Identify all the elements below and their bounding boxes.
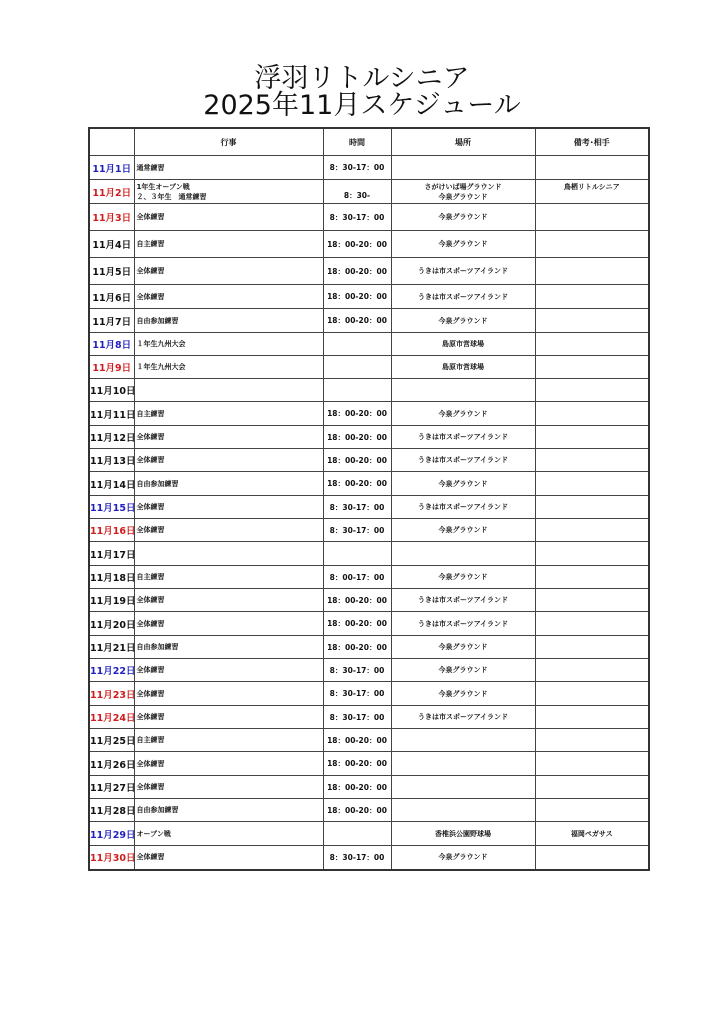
time-cell: 18：00-20：00 (323, 776, 391, 799)
note-cell (535, 636, 649, 659)
place-cell: 今泉グラウンド (391, 204, 535, 231)
note-cell (535, 449, 649, 472)
time-cell (323, 542, 391, 566)
place-cell (391, 542, 535, 566)
date-cell: 11月12日 (89, 426, 134, 449)
date-cell: 11月23日 (89, 682, 134, 706)
table-row (89, 496, 649, 519)
date-cell: 11月22日 (89, 659, 134, 682)
date-cell: 11月8日 (89, 333, 134, 356)
note-cell (535, 309, 649, 333)
date-cell: 11月1日 (89, 156, 134, 180)
table-row (89, 472, 649, 496)
place-cell (391, 776, 535, 799)
note-cell (535, 706, 649, 729)
event-cell: 全体練習 (134, 449, 323, 472)
table-row (89, 402, 649, 426)
time-cell: 18：00-20：00 (323, 729, 391, 752)
note-cell (535, 542, 649, 566)
event-cell: 全体練習 (134, 682, 323, 706)
note-cell (535, 402, 649, 426)
table-row (89, 706, 649, 729)
note-cell (535, 729, 649, 752)
date-cell: 11月20日 (89, 612, 134, 636)
document-title: 浮羽リトルシニア (254, 63, 470, 94)
time-cell: 18：00-20：00 (323, 612, 391, 636)
table-row (89, 729, 649, 752)
time-cell: 18：00-20：00 (323, 472, 391, 496)
place-cell: うきは市スポーツアイランド (391, 285, 535, 309)
time-cell: 8：30- (323, 180, 391, 204)
event-cell: 全体練習 (134, 846, 323, 870)
document-subtitle: 2025年11月スケジュール (203, 90, 521, 121)
time-cell: 8：30-17：00 (323, 682, 391, 706)
time-cell: 18：00-20：00 (323, 309, 391, 333)
place-cell: 今泉グラウンド (391, 682, 535, 706)
table-row (89, 379, 649, 402)
note-cell (535, 682, 649, 706)
event-cell: 自由参加練習 (134, 799, 323, 822)
time-cell: 18：00-20：00 (323, 258, 391, 285)
date-cell: 11月18日 (89, 566, 134, 589)
note-cell: 鳥栖リトルシニア (535, 180, 649, 204)
place-cell: うきは市スポーツアイランド (391, 426, 535, 449)
note-cell (535, 204, 649, 231)
note-cell (535, 612, 649, 636)
event-cell: 全体練習 (134, 612, 323, 636)
date-cell: 11月10日 (89, 379, 134, 402)
time-cell: 18：00-20：00 (323, 449, 391, 472)
date-cell: 11月14日 (89, 472, 134, 496)
table-row (89, 156, 649, 180)
table-row (89, 449, 649, 472)
event-cell: 全体練習 (134, 519, 323, 542)
table-row (89, 659, 649, 682)
note-cell (535, 566, 649, 589)
time-cell (323, 356, 391, 379)
place-cell: 今泉グラウンド (391, 636, 535, 659)
table-row (89, 612, 649, 636)
header-event: 行事 (134, 128, 323, 156)
place-cell: 香椎浜公園野球場 (391, 822, 535, 846)
event-cell: 1年生オープン戦 ２、３年生 通常練習 (134, 180, 323, 204)
event-cell: 自由参加練習 (134, 636, 323, 659)
time-cell: 18：00-20：00 (323, 589, 391, 612)
note-cell (535, 589, 649, 612)
header-row (89, 128, 649, 156)
schedule-body (89, 156, 649, 870)
header-place: 場所 (391, 128, 535, 156)
header-time: 時間 (323, 128, 391, 156)
time-cell: 8：30-17：00 (323, 204, 391, 231)
place-cell: 島原市営球場 (391, 356, 535, 379)
date-cell: 11月19日 (89, 589, 134, 612)
note-cell (535, 776, 649, 799)
place-cell: 今泉グラウンド (391, 231, 535, 258)
place-cell (391, 752, 535, 776)
date-cell: 11月9日 (89, 356, 134, 379)
header-note: 備考･相手 (535, 128, 649, 156)
event-cell (134, 542, 323, 566)
place-cell: 島原市営球場 (391, 333, 535, 356)
event-cell: 通常練習 (134, 156, 323, 180)
event-cell: １年生九州大会 (134, 356, 323, 379)
date-cell: 11月26日 (89, 752, 134, 776)
table-row (89, 752, 649, 776)
place-cell (391, 379, 535, 402)
table-row (89, 285, 649, 309)
table-row (89, 519, 649, 542)
time-cell (323, 822, 391, 846)
date-cell: 11月7日 (89, 309, 134, 333)
schedule-table (88, 127, 650, 871)
time-cell: 8：30-17：00 (323, 706, 391, 729)
table-row (89, 309, 649, 333)
event-cell: 自主練習 (134, 729, 323, 752)
event-cell: １年生九州大会 (134, 333, 323, 356)
table-row (89, 426, 649, 449)
time-cell: 18：00-20：00 (323, 231, 391, 258)
event-cell: 自主練習 (134, 566, 323, 589)
place-cell: うきは市スポーツアイランド (391, 258, 535, 285)
time-cell: 18：00-20：00 (323, 799, 391, 822)
table-row (89, 258, 649, 285)
event-cell: 全体練習 (134, 776, 323, 799)
event-cell: 全体練習 (134, 204, 323, 231)
event-cell: 全体練習 (134, 426, 323, 449)
date-cell: 11月11日 (89, 402, 134, 426)
time-cell: 18：00-20：00 (323, 636, 391, 659)
event-cell: 全体練習 (134, 589, 323, 612)
event-cell: オープン戦 (134, 822, 323, 846)
place-cell: 今泉グラウンド (391, 402, 535, 426)
place-cell: うきは市スポーツアイランド (391, 589, 535, 612)
date-cell: 11月15日 (89, 496, 134, 519)
table-row (89, 589, 649, 612)
date-cell: 11月5日 (89, 258, 134, 285)
date-cell: 11月25日 (89, 729, 134, 752)
note-cell (535, 659, 649, 682)
table-row (89, 682, 649, 706)
place-cell: 今泉グラウンド (391, 846, 535, 870)
time-cell: 8：30-17：00 (323, 659, 391, 682)
note-cell (535, 472, 649, 496)
note-cell (535, 258, 649, 285)
place-cell: うきは市スポーツアイランド (391, 706, 535, 729)
time-cell: 18：00-20：00 (323, 426, 391, 449)
table-row (89, 333, 649, 356)
date-cell: 11月21日 (89, 636, 134, 659)
event-cell: 自主練習 (134, 231, 323, 258)
table-row (89, 231, 649, 258)
table-row (89, 356, 649, 379)
event-cell: 全体練習 (134, 285, 323, 309)
date-cell: 11月3日 (89, 204, 134, 231)
note-cell (535, 231, 649, 258)
table-row (89, 566, 649, 589)
table-row (89, 636, 649, 659)
time-cell: 18：00-20：00 (323, 402, 391, 426)
place-cell: うきは市スポーツアイランド (391, 449, 535, 472)
table-row (89, 542, 649, 566)
note-cell (535, 799, 649, 822)
place-cell (391, 156, 535, 180)
date-cell: 11月4日 (89, 231, 134, 258)
note-cell (535, 379, 649, 402)
table-row (89, 822, 649, 846)
note-cell (535, 333, 649, 356)
date-cell: 11月28日 (89, 799, 134, 822)
time-cell: 18：00-20：00 (323, 285, 391, 309)
event-cell: 全体練習 (134, 258, 323, 285)
note-cell (535, 519, 649, 542)
place-cell: 今泉グラウンド (391, 309, 535, 333)
date-cell: 11月24日 (89, 706, 134, 729)
note-cell (535, 752, 649, 776)
note-cell: 福岡ペガサス (535, 822, 649, 846)
time-cell (323, 333, 391, 356)
time-cell: 8：30-17：00 (323, 156, 391, 180)
table-row (89, 799, 649, 822)
event-cell: 自主練習 (134, 402, 323, 426)
time-cell: 8：00-17：00 (323, 566, 391, 589)
note-cell (535, 496, 649, 519)
place-cell: 今泉グラウンド (391, 659, 535, 682)
date-cell: 11月13日 (89, 449, 134, 472)
note-cell (535, 285, 649, 309)
time-cell: 8：30-17：00 (323, 519, 391, 542)
table-row (89, 204, 649, 231)
note-cell (535, 426, 649, 449)
place-cell (391, 799, 535, 822)
place-cell: 今泉グラウンド (391, 472, 535, 496)
place-cell: さがけいば場グラウンド 今泉グラウンド (391, 180, 535, 204)
table-row (89, 846, 649, 870)
date-cell: 11月30日 (89, 846, 134, 870)
event-cell (134, 379, 323, 402)
table-row (89, 776, 649, 799)
event-cell: 全体練習 (134, 496, 323, 519)
note-cell (535, 846, 649, 870)
date-cell: 11月2日 (89, 180, 134, 204)
event-cell: 全体練習 (134, 752, 323, 776)
event-cell: 全体練習 (134, 706, 323, 729)
time-cell: 8：30-17：00 (323, 846, 391, 870)
date-cell: 11月17日 (89, 542, 134, 566)
note-cell (535, 356, 649, 379)
note-cell (535, 156, 649, 180)
event-cell: 自由参加練習 (134, 472, 323, 496)
time-cell: 18：00-20：00 (323, 752, 391, 776)
header-date (89, 128, 134, 156)
table-row (89, 180, 649, 204)
place-cell: 今泉グラウンド (391, 519, 535, 542)
time-cell: 8：30-17：00 (323, 496, 391, 519)
place-cell: うきは市スポーツアイランド (391, 612, 535, 636)
place-cell: うきは市スポーツアイランド (391, 496, 535, 519)
date-cell: 11月16日 (89, 519, 134, 542)
event-cell: 全体練習 (134, 659, 323, 682)
event-cell: 自由参加練習 (134, 309, 323, 333)
place-cell: 今泉グラウンド (391, 566, 535, 589)
time-cell (323, 379, 391, 402)
date-cell: 11月27日 (89, 776, 134, 799)
place-cell (391, 729, 535, 752)
date-cell: 11月29日 (89, 822, 134, 846)
date-cell: 11月6日 (89, 285, 134, 309)
